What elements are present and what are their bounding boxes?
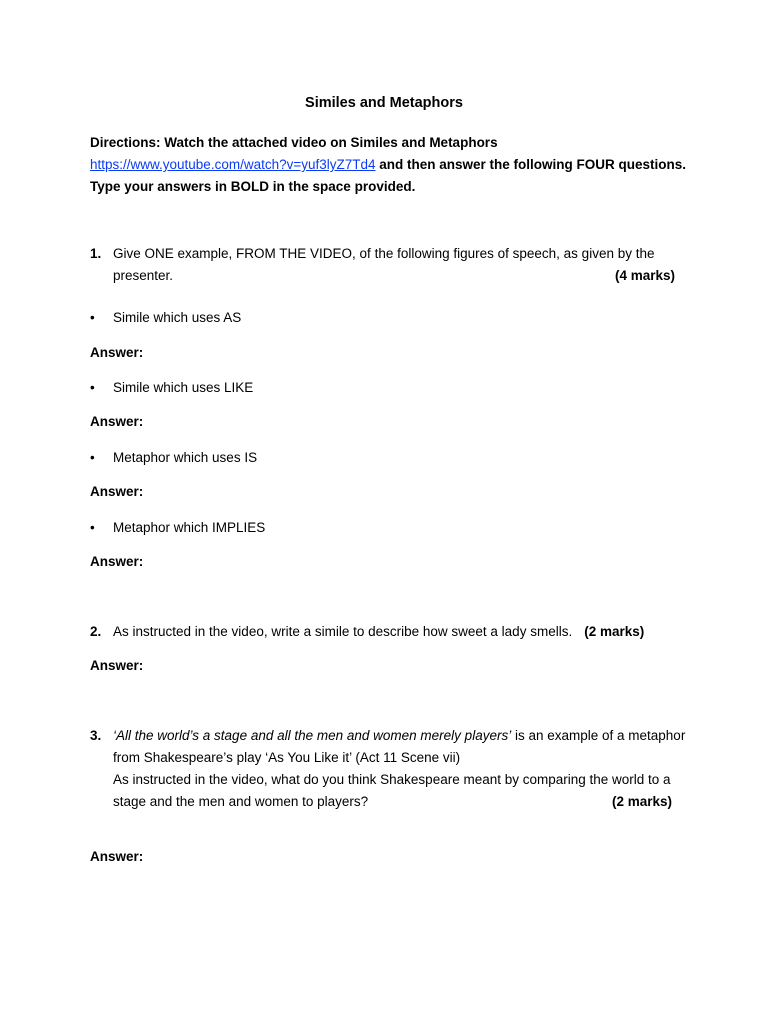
directions-prefix: Directions: Watch the attached video on Similes and Metaphors xyxy=(90,135,498,150)
answer-label: Answer: xyxy=(90,554,144,569)
question-text: is an example of a metaphor from Shakespeare’s play ‘As You Like it’ (Act 11 Scene vii) xyxy=(113,728,686,765)
question-2 xyxy=(90,621,690,643)
page-title: Similes and Metaphors xyxy=(305,95,463,111)
quote-text: ‘All the world’s a stage and all the men and women merely players’ xyxy=(113,728,512,743)
answer-label: Answer: xyxy=(90,658,144,673)
video-link[interactable]: https://www.youtube.com/watch?v=yuf3lyZ7Td4 xyxy=(90,157,376,172)
question-text: Give ONE example, FROM THE VIDEO, of the following figures of speech, as given by the presenter. xyxy=(113,246,655,283)
answer-label: Answer: xyxy=(90,345,144,360)
question-3 xyxy=(90,725,690,813)
bullet-icon: • xyxy=(90,310,95,325)
item-label: Metaphor which uses IS xyxy=(113,450,258,465)
question-text: As instructed in the video, write a simile to describe how sweet a lady smells. xyxy=(113,624,573,639)
list-item xyxy=(90,517,265,539)
marks-label: (2 marks) xyxy=(584,624,645,639)
answer-label: Answer: xyxy=(90,484,144,499)
list-item xyxy=(90,377,253,399)
marks-label: (2 marks) xyxy=(611,794,672,809)
marks-label: (4 marks) xyxy=(614,268,675,283)
item-label: Simile which uses AS xyxy=(113,310,242,325)
question-number: 3. xyxy=(90,728,102,743)
answer-label: Answer: xyxy=(90,849,144,864)
directions xyxy=(90,132,690,198)
directions-suffix: and then answer the following FOUR questions. Type your answers in BOLD in the space provided. xyxy=(90,157,687,194)
item-label: Simile which uses LIKE xyxy=(113,380,254,395)
question-text: As instructed in the video, what do you think Shakespeare meant by comparing the world to a stage and the men and women to players? xyxy=(113,772,671,809)
list-item xyxy=(90,307,241,329)
bullet-icon: • xyxy=(90,520,95,535)
list-item xyxy=(90,447,257,469)
item-label: Metaphor which IMPLIES xyxy=(113,520,266,535)
question-number: 2. xyxy=(90,624,102,639)
question-1 xyxy=(90,243,690,287)
bullet-icon: • xyxy=(90,450,95,465)
question-number: 1. xyxy=(90,246,102,261)
answer-label: Answer: xyxy=(90,414,144,429)
bullet-icon: • xyxy=(90,380,95,395)
